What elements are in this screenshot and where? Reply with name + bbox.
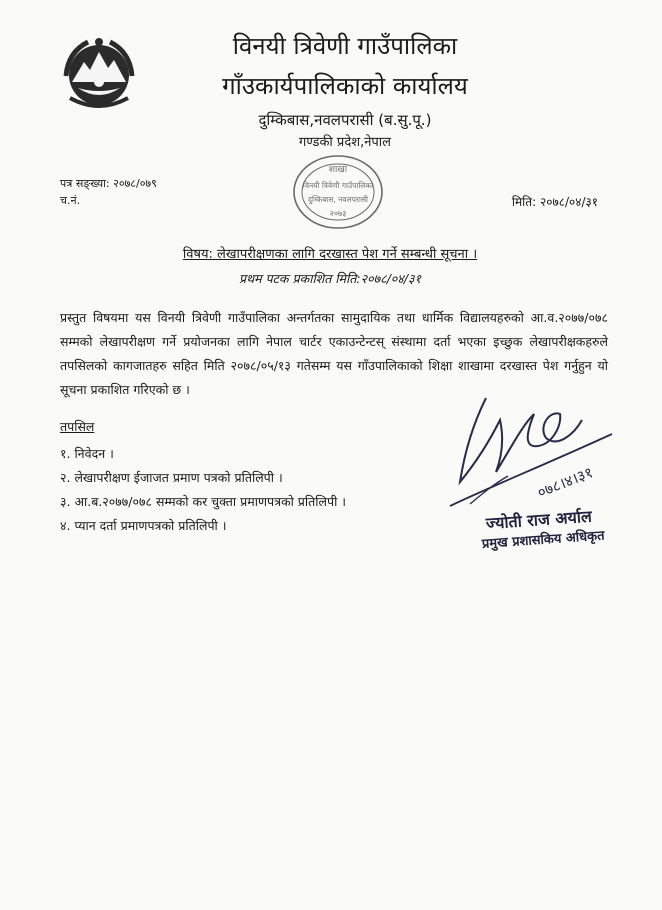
nepal-emblem-icon — [58, 32, 140, 114]
list-item: २. लेखापरीक्षण ईजाजत प्रमाण पत्रको प्रतिलिपी । — [60, 470, 283, 485]
stamp-text-1: शाखा — [328, 165, 348, 175]
signatory-name: ज्योती राज अर्याल — [485, 506, 593, 533]
subject-text: विषय: लेखापरीक्षणका लागि दरखास्त पेश गर्ने सम्बन्धी सूचना । — [182, 247, 478, 262]
subject-line — [60, 246, 600, 264]
reference-number: पत्र सङ्ख्या: २०७८/०७९ — [60, 177, 157, 190]
signatory-title: प्रमुख प्रशासकिय अधिकृत — [481, 528, 606, 552]
handwritten-signature — [442, 386, 622, 516]
office-name-line2: गाँउकार्यपालिकाको कार्यालय — [222, 72, 468, 100]
list-item: १. निवेदन । — [60, 446, 114, 461]
attachments-title: तपसिल — [60, 419, 95, 434]
dispatch-number: च.नं. — [60, 194, 81, 207]
stamp-text-3: दुम्किबास, नवलपरासी — [308, 195, 368, 204]
stamp-text-2: विनयी त्रिवेणी गाउँपालिका — [302, 181, 374, 190]
stamp-text-4: २०७३ — [329, 209, 347, 218]
office-name-line1: विनयी त्रिवेणी गाउँपालिका — [232, 32, 458, 60]
list-item: ४. प्यान दर्ता प्रमाणपत्रको प्रतिलिपी । — [60, 518, 227, 533]
notice-body: प्रस्तुत विषयमा यस विनयी त्रिवेणी गाउँपालिका अन्तर्गतका सामुदायिक तथा धार्मिक विद्यालयहरुको आ.व.२०७७/०७८ सम्मको लेखापरीक्षण गर्ने प्रयोजनका लागि नेपाल चार्टर एकाउन्टेन्टस् संस्थामा दर्ता भएका इच्छुक लेखापरीक्षकहरुले तपसिलको कागजातहरु सहित मिति २०७८/०५/१३ गतेसम्म यस गाँउपालिकाको शिक्षा शाखामा दरखास्त पेश गर्नुहुन यो सूचना प्रकाशित गरिएको छ । — [60, 310, 608, 397]
office-stamp — [288, 150, 388, 232]
document-date: मिति: २०७८/०४/३१ — [511, 195, 598, 209]
signature-date: ०७८।४।३१ — [534, 463, 596, 502]
office-address: दुम्किबास,नवलपरासी (ब.सु.पू.) — [258, 111, 432, 129]
attachments-list — [60, 442, 346, 538]
list-item: ३. आ.ब.२०७७/०७८ सम्मको कर चुक्ता प्रमाणपत्रको प्रतिलिपी । — [60, 494, 347, 509]
published-date: प्रथम पटक प्रकाशित मिति:२०७८/०४/३१ — [238, 271, 422, 286]
office-province: गण्डकी प्रदेश,नेपाल — [299, 135, 391, 150]
